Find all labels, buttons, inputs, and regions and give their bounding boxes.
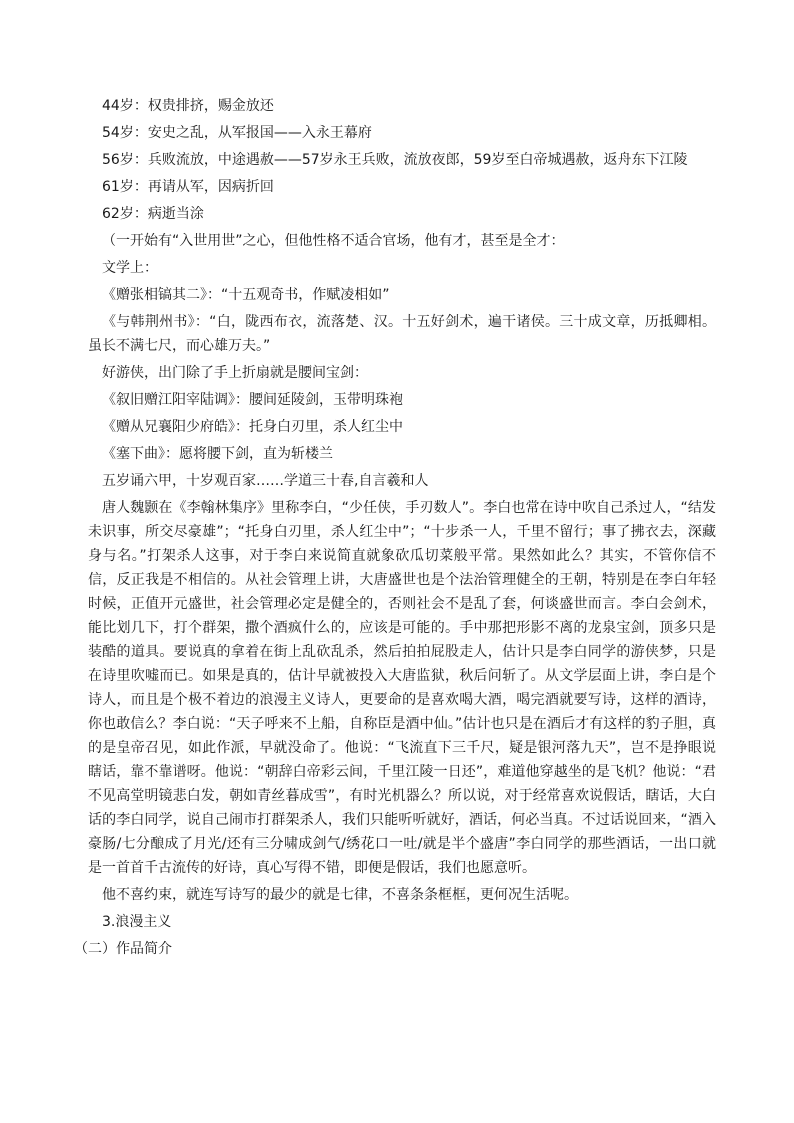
timeline-age-62: 62岁：病逝当涂 — [102, 206, 204, 222]
quote-han-jingzhou: 《与韩荆州书》：“白，陇西布衣，流落楚、汉。十五好剑术，遍干诸侯。三十成文章，历抵卿相。虽长不满七尺，而心雄万夫。” — [88, 314, 716, 354]
section-romanticism: 3.浪漫主义 — [102, 914, 172, 930]
conclusion-paragraph: 他不喜约束，就连写诗写的最少的就是七律，不喜条条框框，更何况生活呢。 — [102, 887, 578, 903]
document-body — [74, 94, 716, 961]
timeline-age-61: 61岁：再请从军，因病折回 — [102, 179, 274, 195]
quote-saixiaqu: 《塞下曲》：愿将腰下剑，直为斩楼兰 — [102, 446, 333, 462]
quote-wusui: 五岁诵六甲，十岁观百家……学道三十春,自言羲和人 — [102, 473, 429, 489]
literature-heading: 文学上： — [102, 260, 158, 276]
timeline-age-54: 54岁：安史之乱，从军报国——入永王幕府 — [102, 125, 372, 141]
youxia-heading: 好游侠，出门除了手上折扇就是腰间宝剑： — [102, 365, 368, 381]
timeline-age-56: 56岁：兵败流放，中途遇赦——57岁永王兵败，流放夜郎，59岁至白帝城遇赦，返舟东下江陵 — [102, 152, 688, 168]
quote-zeng-congxiong: 《赠从兄襄阳少府皓》：托身白刃里，杀人红尘中 — [102, 419, 403, 435]
section-works-intro: （二）作品简介 — [74, 941, 172, 957]
quote-zeng-zhang: 《赠张相镐其二》：“十五观奇书，作赋凌相如” — [102, 287, 390, 303]
quote-xujiu: 《叙旧赠江阳宰陆调》：腰间延陵剑，玉带明珠袍 — [102, 392, 403, 408]
timeline-age-44: 44岁：权贵排挤，赐金放还 — [102, 98, 274, 114]
talent-intro: （一开始有“入世用世”之心，但他性格不适合官场，他有才，甚至是全才： — [102, 233, 565, 249]
essay-paragraph: 唐人魏颢在《李翰林集序》里称李白，“少任侠，手刃数人”。李白也常在诗中吹自己杀过人，“结发未识事，所交尽豪雄”；“托身白刃里，杀人红尘中”；“十步杀一人，千里不留行；事了拂衣去，深藏身与名。”打架杀人这事，对于李白来说简直就象砍瓜切菜般平常。果然如此么？其实，不管你信不信，反正我是不相信的。从社会管理上讲，大唐盛世也是个法治管理健全的王朝，特别是在李白年轻时候，正值开元盛世，社会管理必定是健全的，否则社会不是乱了套，何谈盛世而言。李白会剑术，能比划几下，打个群架，撒个酒疯什么的，应该是可能的。手中那把形影不离的龙泉宝剑，顶多只是装酷的道具。要说真的拿着在街上乱砍乱杀，然后拍拍屁股走人，估计只是李白同学的游侠梦，只是在诗里吹嘘而已。如果是真的，估计早就被投入大唐监狱，秋后问斩了。从文学层面上讲，李白是个诗人，而且是个极不着边的浪漫主义诗人，更要命的是喜欢喝大酒，喝完酒就要写诗，这样的酒诗，你也敢信么？李白说：“天子呼来不上船，自称臣是酒中仙。”估计也只是在酒后才有这样的豹子胆，真的是皇帝召见，如此作派，早就没命了。他说：“飞流直下三千尺，疑是银河落九天”，岂不是挣眼说瞎话，靠不靠谱呀。他说：“朝辞白帝彩云间，千里江陵一日还”，难道他穿越坐的是飞机？他说：“君不见高堂明镜悲白发，朝如青丝暮成雪”，有时光机器么？所以说，对于经常喜欢说假话，瞎话，大白话的李白同学，说自己闹市打群架杀人，我们只能听听就好，酒话，何必当真。不过话说回来，“酒入豪肠/七分酿成了月光/还有三分啸成剑气/绣花口一吐/就是半个盛唐”李白同学的那些酒话，一出口就是一首首千古流传的好诗，真心写得不错，即便是假话，我们也愿意听。 — [88, 500, 716, 876]
